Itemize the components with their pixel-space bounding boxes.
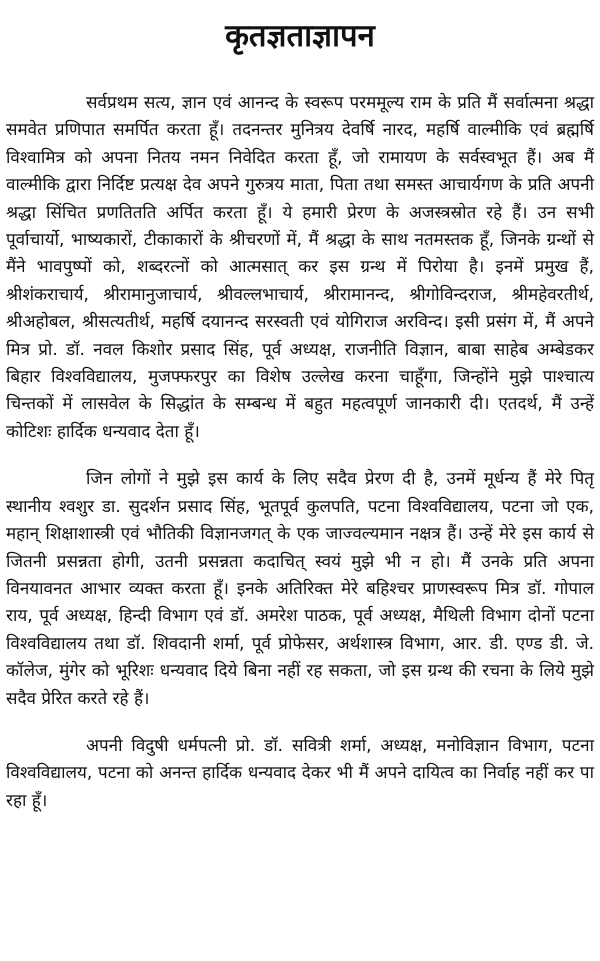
paragraph-2: जिन लोगों ने मुझे इस कार्य के लिए सदैव प्रेरण दी है, उनमें मूर्धन्य हैं मेरे पितृ स्थानीय श्वशुर डा. सुदर्शन प्रसाद सिंह, भूतपूर्व कुलपति, पटना विश्वविद्यालय, पटना जो एक, महान् शिक्षाशास्त्री एवं भौतिकी विज्ञानजगत् के एक जाज्वल्यमान नक्षत्र हैं। उन्हें मेरे इस कार्य से जितनी प्रसन्नता होगी, उतनी प्रसन्नता कदाचित् स्वयं मुझे भी न हो। मैं उनके प्रति अपना विनयावनत आभार व्यक्त करता हूँ। इनके अतिरिक्त मेरे बहिश्चर प्राणस्वरूप मित्र डॉ. गोपाल राय, पूर्व अध्यक्ष, हिन्दी विभाग एवं डॉ. अमरेश पाठक, पूर्व अध्यक्ष, मैथिली विभाग दोनों पटना विश्वविद्यालय तथा डॉ. शिवदानी शर्मा, पूर्व प्रोफेसर, अर्थशास्त्र विभाग, आर. डी. एण्ड डी. जे. कॉलेज, मुंगेर को भूरिशः धन्यवाद दिये बिना नहीं रह सकता, जो इस ग्रन्थ की रचना के लिये मुझे सदैव प्रेरित करते रहे हैं। <box>6 469 594 709</box>
paragraph-1: सर्वप्रथम सत्य, ज्ञान एवं आनन्द के स्वरूप परममूल्य राम के प्रति मैं सर्वात्मना श्रद्धा समवेत प्रणिपात समर्पित करता हूँ। तदनन्तर मुनित्रय देवर्षि नारद, महर्षि वाल्मीकि एवं ब्रह्मर्षि विश्वामित्र को अपना नितय नमन निवेदित करता हूँ, जो रामायण के सर्वस्वभूत हैं। अब मैं वाल्मीकि द्वारा निर्दिष्ट प्रत्यक्ष देव अपने गुरुत्रय माता, पिता तथा समस्त आचार्यगण के प्रति अपनी श्रद्धा सिंचित प्रणतितति अर्पित करता हूँ। ये हमारी प्रेरण के अजस्त्रस्रोत रहे हैं। उन सभी पूर्वाचार्यो, भाष्यकारों, टीकाकारों के श्रीचरणों में, मैं श्रद्धा के साथ नतमस्तक हूँ, जिनके ग्रन्थों से मैंने भावपुष्पों को, शब्दरत्नों को आत्मसात् कर इस ग्रन्थ में पिरोया है। इनमें प्रमुख हैं, श्रीशंकराचार्य, श्रीरामानुजाचार्य, श्रीवल्लभाचार्य, श्रीरामानन्द, श्रीगोविन्दराज, श्रीमहेवरतीर्थ, श्रीअहोबल, श्रीसत्यतीर्थ, महर्षि दयानन्द सरस्वती एवं योगिराज अरविन्द। इसी प्रसंग में, मैं अपने मित्र प्रो. डॉ. नवल किशोर प्रसाद सिंह, पूर्व अध्यक्ष, राजनीति विज्ञान, बाबा साहेब अम्बेडकर बिहार विश्वविद्यालय, मुजफ्फरपुर का विशेष उल्लेख करना चाहूँगा, जिन्होंने मुझे पाश्चात्य चिन्तकों में लासवेल के सिद्धांत के सम्बन्ध में बहुत महत्वपूर्ण जानकारी दी। एतदर्थ, मैं उन्हें कोटिशः हार्दिक धन्यवाद देता हूँ। <box>6 93 594 442</box>
paragraph-3: अपनी विदुषी धर्मपत्नी प्रो. डॉ. सवित्री शर्मा, अध्यक्ष, मनोविज्ञान विभाग, पटना विश्वविद्यालय, पटना को अनन्त हार्दिक धन्यवाद देकर भी मैं अपने दायित्व का निर्वाह नहीं कर पा रहा हूँ। <box>6 735 594 811</box>
page-title: कृतज्ञताज्ञापन <box>225 18 375 54</box>
